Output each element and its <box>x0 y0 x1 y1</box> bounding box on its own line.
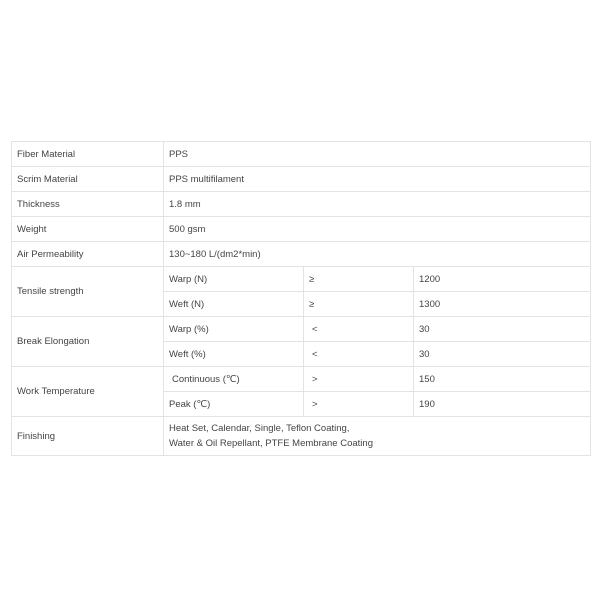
table-row <box>12 167 591 192</box>
sub-label: Warp (%) <box>164 317 304 342</box>
table-row <box>12 192 591 217</box>
operator: < <box>304 317 414 342</box>
spec-table <box>11 141 591 456</box>
finishing-line-1: Heat Set, Calendar, Single, Teflon Coating, <box>169 423 350 434</box>
row-value: 1200 <box>414 267 591 292</box>
row-value: 1300 <box>414 292 591 317</box>
row-value <box>164 417 591 456</box>
finishing-line-2: Water & Oil Repellant, PTFE Membrane Coating <box>169 438 373 449</box>
operator: < <box>304 342 414 367</box>
operator: ≥ <box>304 267 414 292</box>
operator: ≥ <box>304 292 414 317</box>
table-row <box>12 417 591 456</box>
row-label: Break Elongation <box>12 317 164 367</box>
row-label: Fiber Material <box>12 142 164 167</box>
row-label: Weight <box>12 217 164 242</box>
row-label: Tensile strength <box>12 267 164 317</box>
row-label: Air Permeability <box>12 242 164 267</box>
row-value: 190 <box>414 392 591 417</box>
row-value: 30 <box>414 317 591 342</box>
table-row <box>12 217 591 242</box>
table-row <box>12 317 591 342</box>
row-value: 150 <box>414 367 591 392</box>
table-row <box>12 267 591 292</box>
row-value: 30 <box>414 342 591 367</box>
row-value: 500 gsm <box>164 217 591 242</box>
row-label: Scrim Material <box>12 167 164 192</box>
row-label: Work Temperature <box>12 367 164 417</box>
row-value: PPS <box>164 142 591 167</box>
table-row <box>12 242 591 267</box>
operator: > <box>304 367 414 392</box>
table-row <box>12 142 591 167</box>
sub-label: Continuous (℃) <box>164 367 304 392</box>
sub-label: Weft (N) <box>164 292 304 317</box>
row-value: PPS multifilament <box>164 167 591 192</box>
row-label: Thickness <box>12 192 164 217</box>
table-row <box>12 367 591 392</box>
operator: > <box>304 392 414 417</box>
row-label: Finishing <box>12 417 164 456</box>
row-value: 1.8 mm <box>164 192 591 217</box>
sub-label: Warp (N) <box>164 267 304 292</box>
sub-label: Weft (%) <box>164 342 304 367</box>
sub-label: Peak (℃) <box>164 392 304 417</box>
row-value: 130~180 L/(dm2*min) <box>164 242 591 267</box>
